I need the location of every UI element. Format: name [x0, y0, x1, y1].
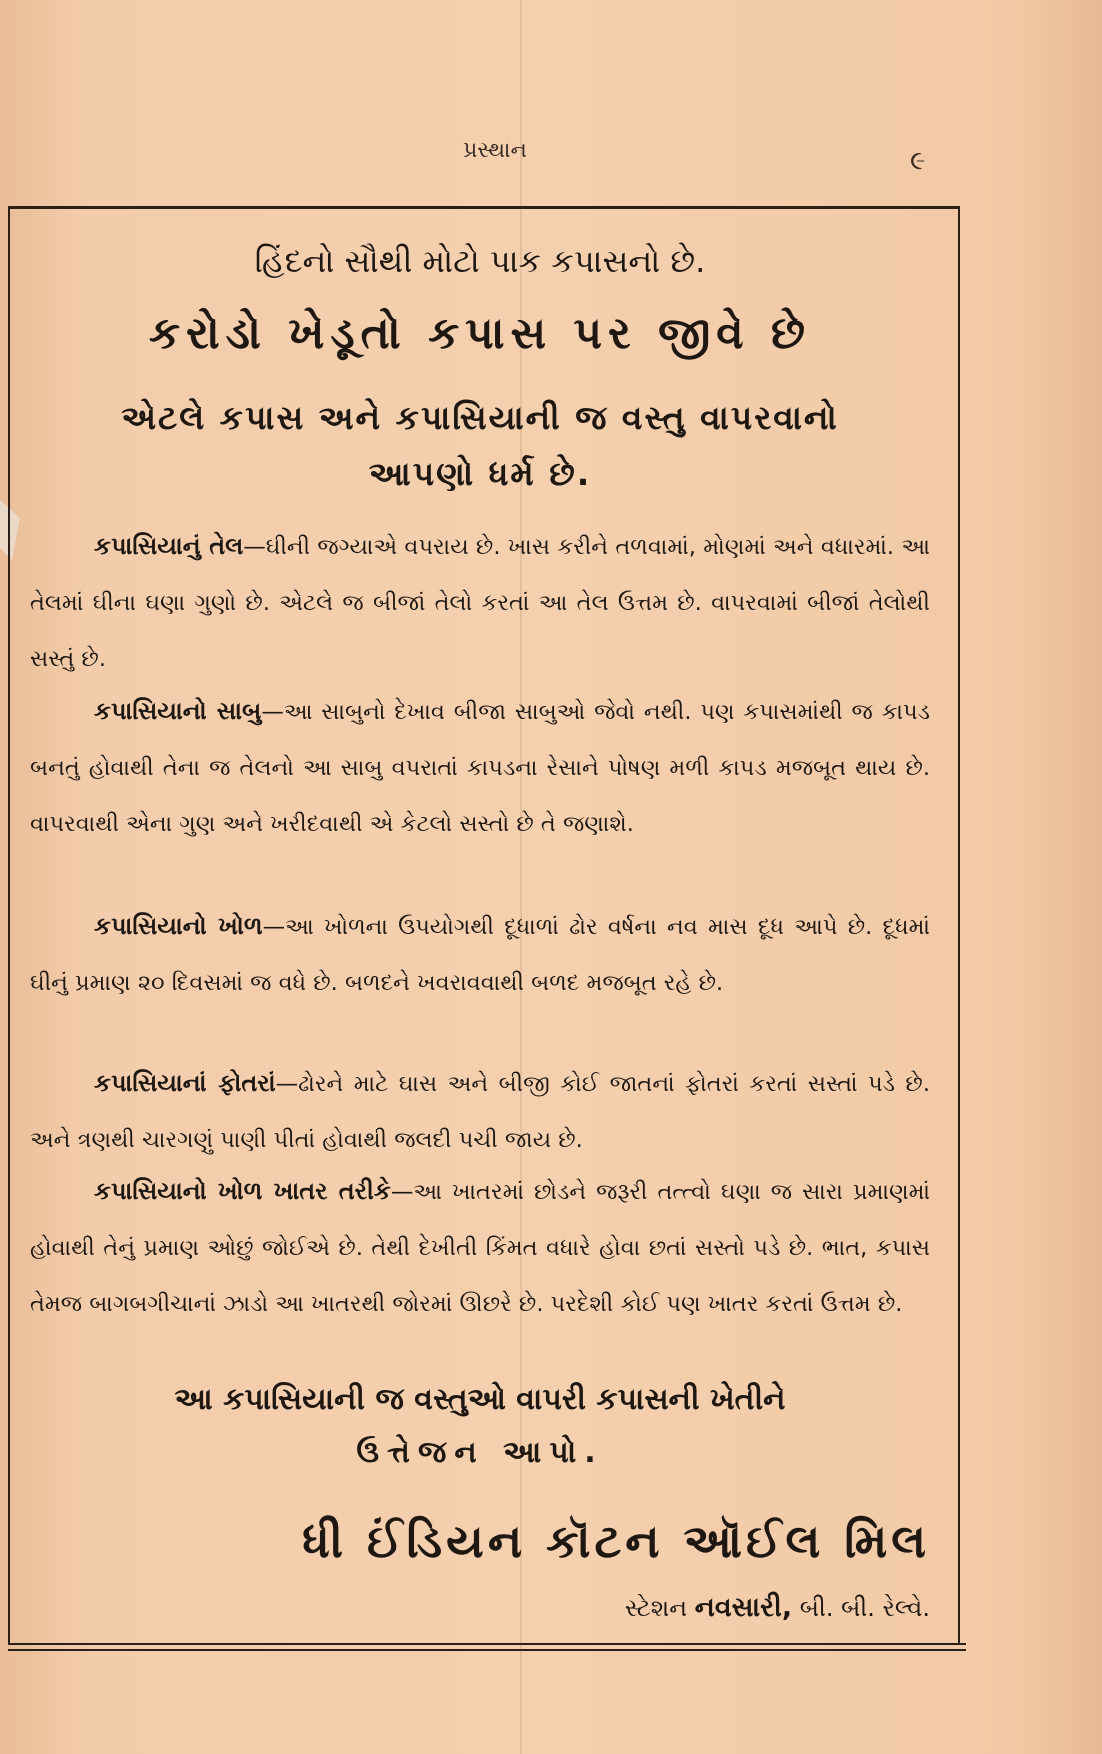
paragraph-soap	[30, 683, 930, 852]
paragraph-text: —ઘીની જગ્યાએ વપરાય છે. ખાસ કરીને તળવામાં, મોણમાં અને વધારમાં. આ તેલમાં ઘીના ઘણા ગુણો છે. એટલે જ બીજાં તેલો કરતાં આ તેલ ઉત્તમ છે. વાપરવામાં બીજાં તેલોથી સસ્તું છે.	[30, 534, 930, 672]
paragraph-text: —આ સાબુનો દેખાવ બીજા સાબુઓ જેવો નથી. પણ કપાસમાંથી જ કાપડ બનતું હોવાથી તેના જ તેલનો આ સાબુ વપરાતાં કાપડના રેસાને પોષણ મળી કાપડ મજબૂત થાય છે. વાપરવાથી એના ગુણ અને ખરીદવાથી એ કેટલો સસ્તો છે તે જણાશે.	[30, 699, 930, 837]
paragraph-lead: કપાસિયાનો ખોળ ખાતર તરીકે	[94, 1177, 391, 1205]
paragraph-text: —આ ખાતરમાં છોડને જરૂરી તત્ત્વો ઘણા જ સારા પ્રમાણમાં હોવાથી તેનું પ્રમાણ ઓછું જોઈએ છે. તેથી દેખીતી કિંમત વધારે હોવા છતાં સસ્તો પડે છે. ભાત, કપાસ તેમજ બાગબગીચાનાં ઝાડો આ ખાતરથી જોરમાં ઊછરે છે. પરદેશી કોઈ પણ ખાતર કરતાં ઉત્તમ છે.	[30, 1179, 930, 1317]
paragraph-husks	[30, 1055, 930, 1168]
paragraph-oilcake	[30, 898, 930, 1011]
headline-primary: હિંદનો સૌથી મોટો પાક કપાસનો છે.	[254, 242, 706, 280]
closing-line1: આ કપાસિયાની જ વસ્તુઓ વાપરી કપાસની ખેતીને	[174, 1382, 786, 1417]
paragraph-lead: કપાસિયાનો સાબુ	[94, 697, 262, 725]
company-name: ધી ઈંડિયન કૉટન ઑઈલ મિલ	[302, 1514, 930, 1568]
running-header: પ્રસ્થાન	[463, 138, 527, 163]
paragraph-fertilizer	[30, 1163, 930, 1332]
page-number: ૯	[910, 146, 926, 176]
closing-line2: ઉત્તેજન આપો.	[356, 1435, 604, 1470]
paragraph-lead: કપાસિયાનો ખોળ	[94, 912, 263, 940]
headline-sub-line2: આપણો ધર્મ છે.	[368, 454, 592, 493]
paragraph-text: —ઢોરને માટે ઘાસ અને બીજી કોઈ જાતનાં ફોતરાં કરતાં સસ્તાં પડે છે. અને ત્રણથી ચારગણું પાણી પીતાં હોવાથી જલદી પચી જાય છે.	[30, 1071, 930, 1153]
company-address	[430, 1592, 930, 1624]
address-city: નવસારી,	[694, 1592, 793, 1623]
headline-main: કરોડો ખેડૂતો કપાસ પર જીવે છે	[148, 308, 811, 359]
headline-sub-line1: એટલે કપાસ અને કપાસિયાની જ વસ્તુ વાપરવાનો	[121, 398, 839, 437]
paragraph-oil	[30, 518, 930, 687]
bottom-rule-double	[8, 1649, 966, 1651]
paragraph-lead: કપાસિયાનાં ફોતરાં	[94, 1069, 276, 1097]
paragraph-lead: કપાસિયાનું તેલ	[94, 532, 244, 560]
paragraph-text: —આ ખોળના ઉપયોગથી દૂધાળાં ઢોર વર્ષના નવ માસ દૂધ આપે છે. દૂધમાં ઘીનું પ્રમાણ ૨૦ દિવસમાં જ વધે છે. બળદને ખવરાવવાથી બળદ મજબૂત રહે છે.	[30, 914, 930, 996]
bottom-rule	[8, 1643, 966, 1645]
address-suffix: બી. બી. રેલ્વે.	[799, 1594, 930, 1622]
address-prefix: સ્ટેશન	[624, 1594, 688, 1622]
